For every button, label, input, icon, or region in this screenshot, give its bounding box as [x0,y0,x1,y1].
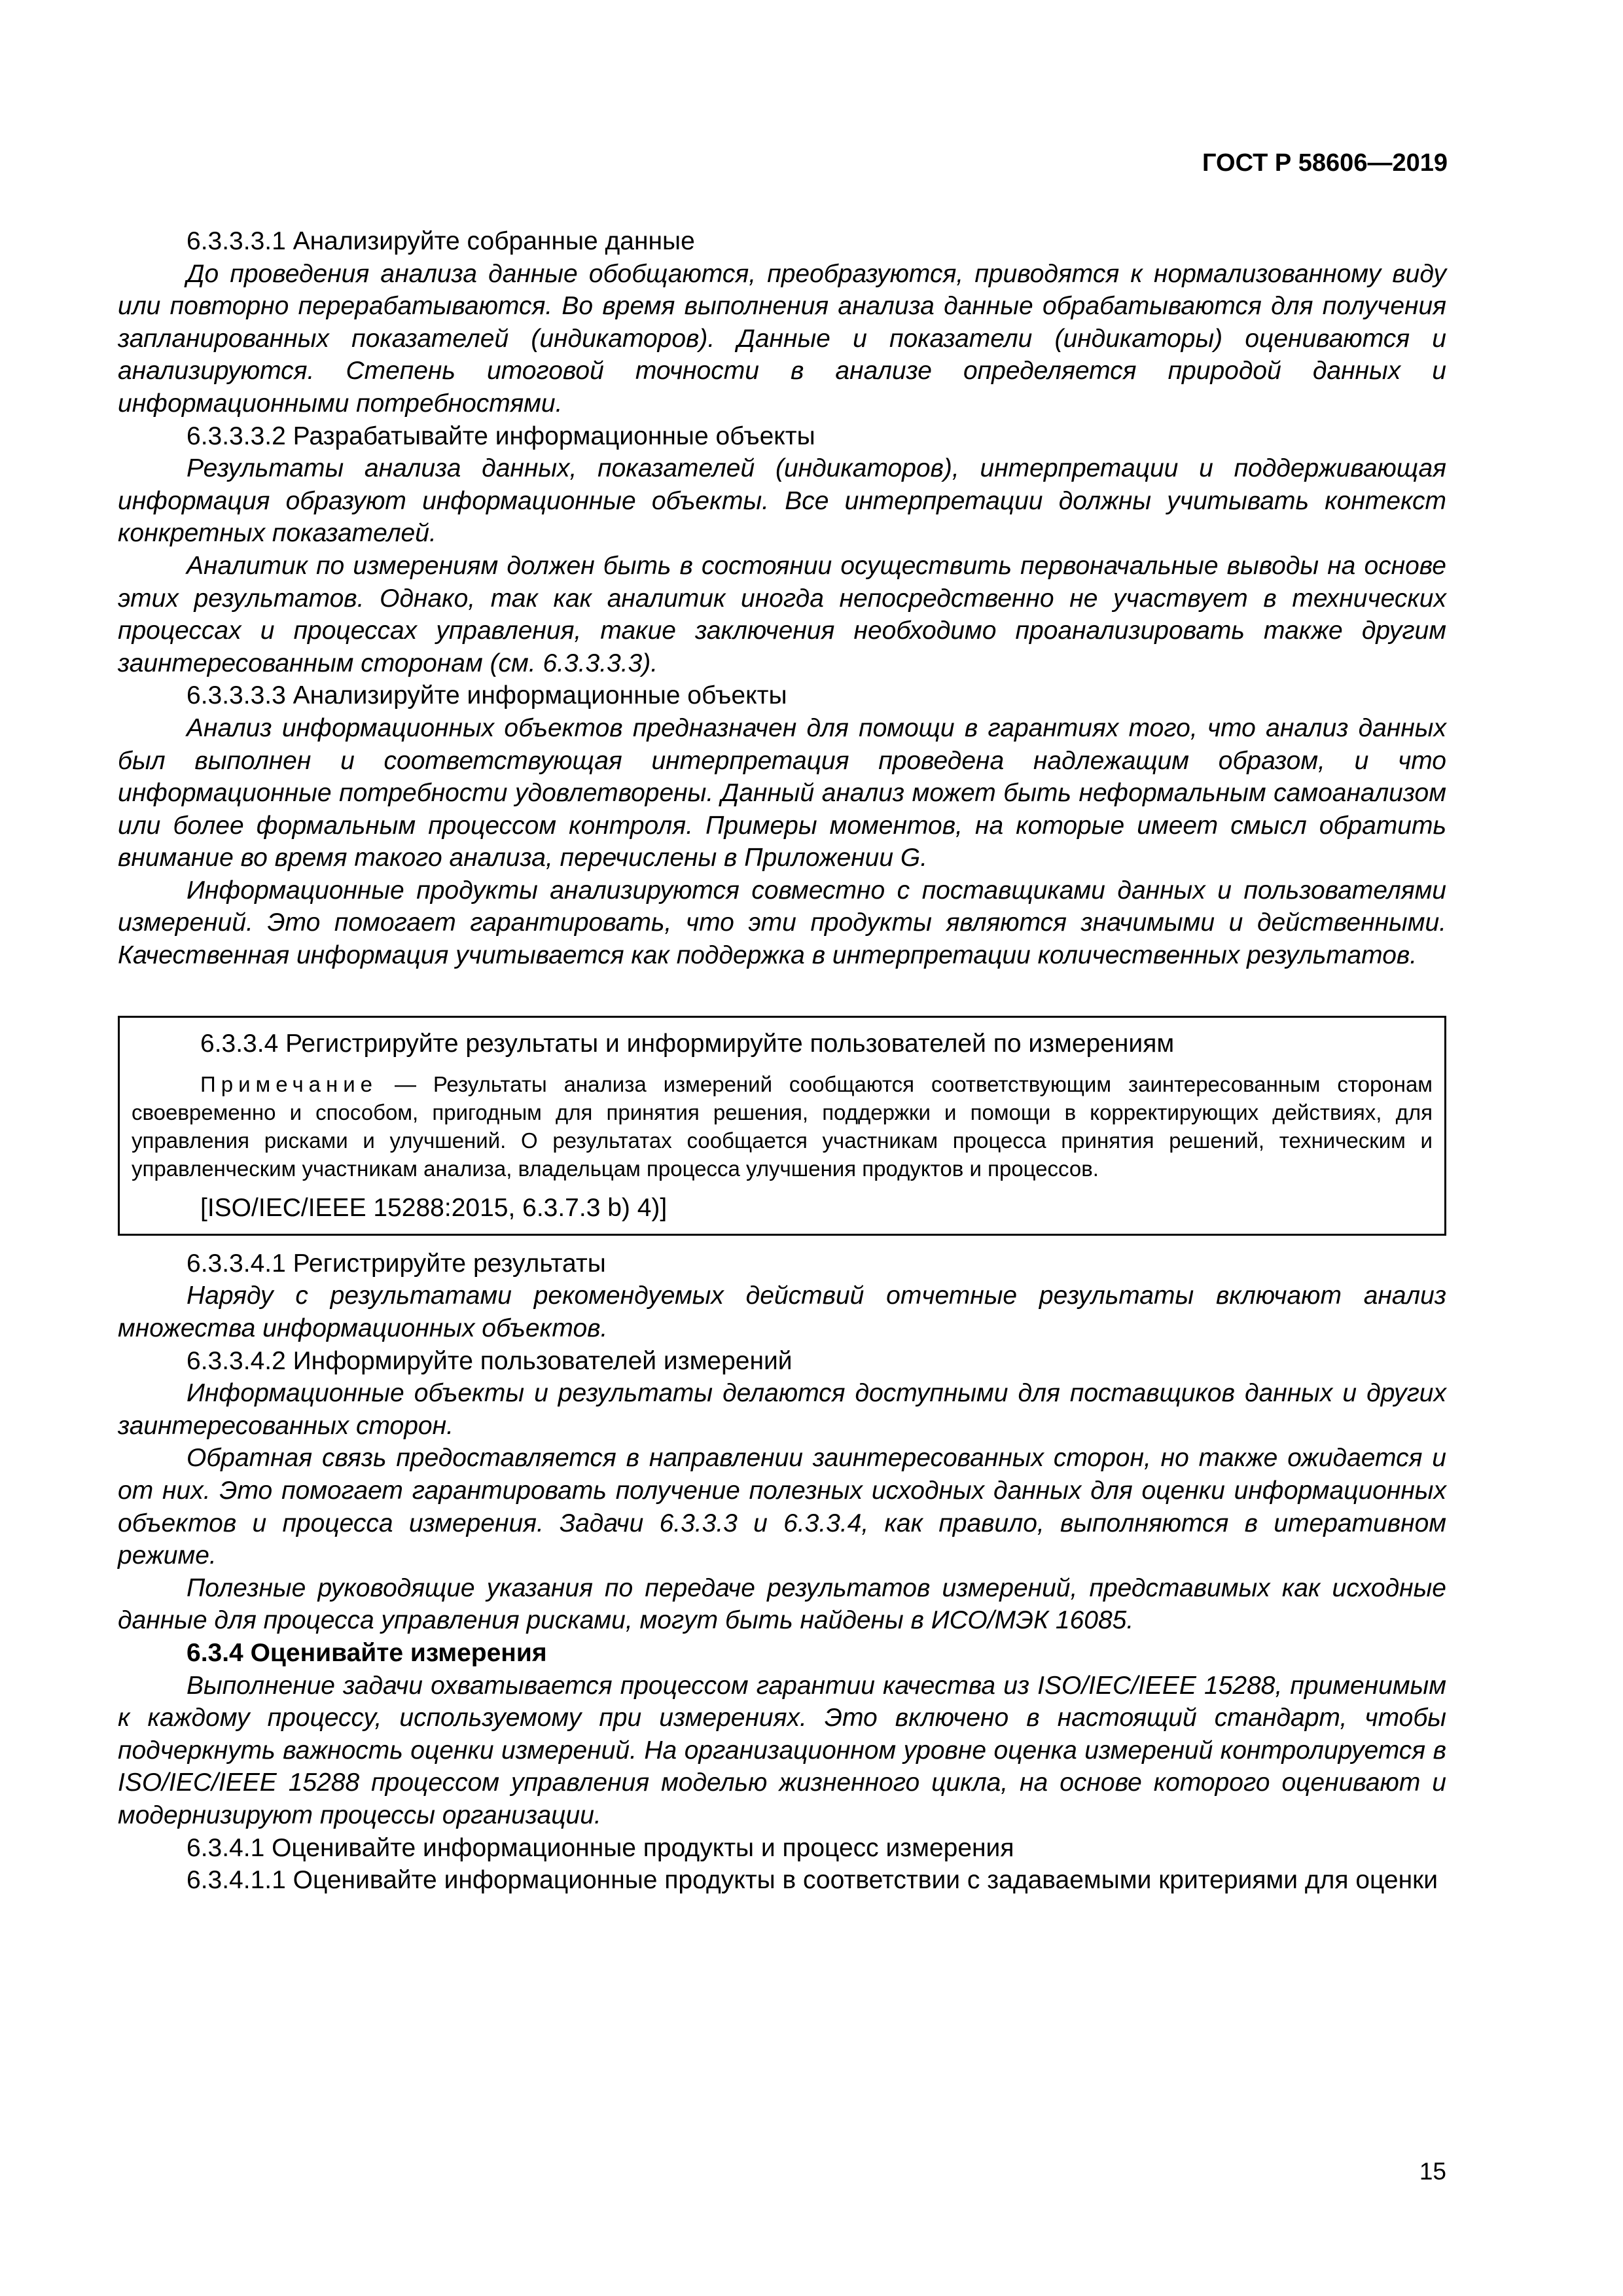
paragraph: До проведения анализа данные обобщаются, преобразуются, приводятся к нормализованному виду или повторно перерабатываются. Во время выполнения анализа данные обрабатываются для получения запланированных показателей (индикаторов). Данные и показатели (индикаторы) оцениваются и анализируются. Степень итоговой точности в анализе определяется природой данных и информационными потребностями. [118,259,1446,418]
box-title: 6.3.3.4 Регистрируйте результаты и информируйте пользователей по измерениям [200,1029,1175,1058]
paragraph: Аналитик по измерениям должен быть в состоянии осуществить первоначальные выводы на основе этих результатов. Однако, так как аналитик иногда непосредственно не участвует в технических процессах и процессах управления, такие заключения необходимо проанализировать также другим заинтересованным сторонам (см. 6.3.3.3.3). [118,551,1446,677]
document-body [118,225,1446,1897]
box-reference: [ISO/IEC/IEEE 15288:2015, 6.3.7.3 b) 4)] [200,1194,668,1223]
paragraph: Выполнение задачи охватывается процессом гарантии качества из ISO/IEC/IEEE 15288, применимым к каждому процессу, используемому при измерениях. Это включено в настоящий стандарт, чтобы подчеркнуть важность оценки измерений. На организационном уровне оценка измерений контролируется в ISO/IEC/IEEE 15288 процессом управления моделью жизненного цикла, на основе которого оценивают и модернизируют процессы организации. [118,1671,1446,1829]
paragraph: Информационные объекты и результаты делаются доступными для поставщиков данных и других заинтересованных сторон. [118,1379,1446,1440]
paragraph: Наряду с результатами рекомендуемых действий отчетные результаты включают анализ множества информационных объектов. [118,1282,1446,1343]
paragraph: 6.3.4 Оценивайте измерения [187,1638,547,1667]
top-section [118,225,1446,972]
paragraph: Обратная связь предоставляется в направлении заинтересованных сторон, но также ожидается и от них. Это помогает гарантировать получение полезных исходных данных для оценки информационных объектов и процесса измерения. Задачи 6.3.3.3 и 6.3.3.4, как правило, выполняются в итеративном режиме. [118,1444,1446,1570]
bottom-section [118,1247,1446,1897]
paragraph: 6.3.3.3.3 Анализируйте информационные объекты [187,681,787,710]
document-id-header: ГОСТ Р 58606—2019 [1202,149,1448,177]
paragraph: 6.3.4.1.1 Оценивайте информационные продукты в соответствии с задаваемыми критериями для оценки [187,1866,1438,1895]
paragraph: 6.3.3.4.2 Информируйте пользователей измерений [187,1346,793,1375]
note-text: — Результаты анализа измерений сообщаются соответствующим заинтересованным сторонам своевременно и способом, пригодным для принятия решения, поддержки и помощи в корректирующих действиях, для управления рисками и улучшений. О результатах сообщается участникам процесса принятия решений, техническим и управленческим участникам анализа, владельцам процесса улучшения продуктов и процессов. [132,1072,1433,1181]
paragraph: Информационные продукты анализируются совместно с поставщиками данных и пользователями измерений. Это помогает гарантировать, что эти продукты являются значимыми и действенными. Качественная информация учитывается как поддержка в интерпретации количественных результатов. [118,876,1446,970]
paragraph: Полезные руководящие указания по передаче результатов измерений, представимых как исходные данные для процесса управления рисками, могут быть найдены в ИСО/МЭК 16085. [118,1573,1446,1635]
note-label: Примечание [200,1072,378,1097]
paragraph: Анализ информационных объектов предназначен для помощи в гарантиях того, что анализ данных был выполнен и соответствующая интерпретация проведена надлежащим образом, и что информационные потребности удовлетворены. Данный анализ может быть неформальным самоанализом или более формальным процессом контроля. Примеры моментов, на которые имеет смысл обратить внимание во время такого анализа, перечислены в Приложении G. [118,713,1446,872]
page-number: 15 [1419,2158,1446,2185]
note-paragraph [132,1070,1433,1183]
paragraph: 6.3.3.3.1 Анализируйте собранные данные [187,227,695,255]
paragraph: Результаты анализа данных, показателей (индикаторов), интерпретации и поддерживающая информация образуют информационные объекты. Все интерпретации должны учитывать контекст конкретных показателей. [118,454,1446,548]
paragraph: 6.3.3.3.2 Разрабатывайте информационные объекты [187,422,815,450]
requirement-box [118,1016,1446,1236]
paragraph: 6.3.3.4.1 Регистрируйте результаты [187,1249,606,1278]
paragraph: 6.3.4.1 Оценивайте информационные продукты и процесс измерения [187,1833,1014,1862]
